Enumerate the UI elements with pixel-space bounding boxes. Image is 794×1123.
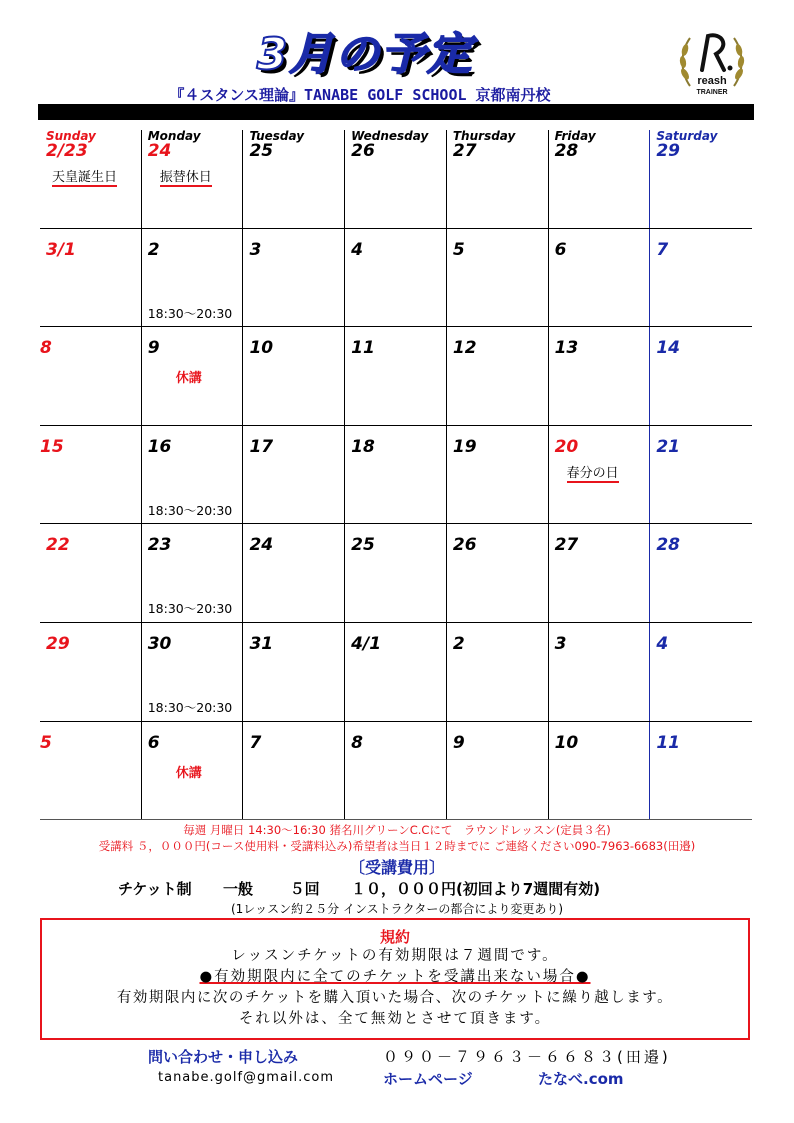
lesson-time: 18:30～20:30 [147, 601, 233, 617]
calendar-week [40, 130, 752, 229]
round-lesson-fee-info: 受講料 ５，０００円(コース使用料・受講料込み)希望者は当日１２時までに ご連絡ください090-7963-6683(田邉) [98, 839, 696, 853]
date-number: 28 [656, 535, 680, 556]
date-number: 26 [452, 535, 477, 556]
ticket-category: 一般 [223, 880, 254, 898]
day-cell-tuesday [243, 130, 345, 228]
date-number: 5 [40, 732, 52, 753]
contact-label: 問い合わせ・申し込み [148, 1048, 299, 1066]
day-header-thursday: Thursday [452, 129, 516, 143]
date-number: 14 [656, 338, 680, 359]
date-number: 2 [452, 633, 465, 654]
contact-phone: ０９０－７９６３－６６８３(田邉) [383, 1048, 671, 1066]
fee-heading: 〔受講費用〕 [348, 858, 445, 877]
calendar-week [40, 229, 752, 328]
logo-text-reash: reash [697, 75, 727, 87]
date-number: 22 [46, 535, 70, 556]
day-cell-monday [142, 130, 244, 228]
calendar-week [40, 426, 752, 525]
date-number: 26 [351, 141, 375, 161]
date-number: 13 [554, 338, 579, 359]
date-number: 11 [656, 732, 680, 753]
date-number: 27 [452, 141, 477, 161]
date-number: 18 [351, 436, 375, 457]
date-number: 17 [249, 436, 274, 457]
rules-line: それ以外は、全て無効とさせて頂きます。 [238, 1011, 552, 1027]
date-number: 4 [351, 239, 363, 260]
ticket-price: １０，０００円(初回より7週間有効) [350, 880, 601, 898]
date-number: 19 [452, 436, 477, 457]
day-cell-thursday [447, 130, 549, 228]
lesson-time: 18:30～20:30 [147, 699, 233, 715]
date-number: 29 [656, 141, 680, 161]
calendar-week [40, 722, 752, 821]
homepage-link[interactable]: たなべ.com [538, 1070, 624, 1088]
lesson-time: 18:30～20:30 [147, 305, 233, 321]
date-number: 3/1 [46, 239, 76, 260]
date-number: 15 [40, 436, 64, 457]
logo-text-trainer: TRAINER [696, 89, 728, 96]
rules-line-emphasis: ●有効期限内に全てのチケットを受講出来ない場合● [199, 969, 591, 985]
holiday-label: 春分の日 [566, 465, 619, 481]
rules-box [40, 918, 750, 1040]
date-number: 24 [147, 141, 172, 161]
date-number: 7 [249, 732, 262, 753]
day-cell-sunday [40, 130, 142, 228]
calendar-week [40, 327, 752, 426]
contact-email[interactable]: tanabe.golf@gmail.com [158, 1070, 335, 1085]
no-class-label: 休講 [175, 765, 202, 781]
date-number: 31 [249, 633, 274, 654]
round-lesson-info: 毎週 月曜日 14:30～16:30 猪名川グリーンC.Cにて ラウンドレッスン(定員３名) [183, 823, 611, 837]
date-number: 4/1 [351, 633, 382, 654]
date-number: 28 [554, 141, 579, 161]
date-number: 11 [351, 338, 375, 359]
date-number: 21 [656, 436, 680, 457]
homepage-label: ホームページ [383, 1070, 473, 1088]
school-subtitle: 『４スタンス理論』TANABE GOLF SCHOOL 京都南丹校 [169, 86, 551, 104]
date-number: 9 [147, 338, 160, 359]
calendar-week [40, 623, 752, 722]
date-number: 25 [351, 535, 375, 556]
date-number: 20 [554, 436, 579, 457]
date-number: 6 [147, 732, 160, 753]
date-number: 23 [147, 535, 172, 556]
date-number: 5 [452, 239, 465, 260]
day-cell-saturday [650, 130, 752, 228]
rules-line: レッスンチケットの有効期限は７週間です。 [231, 948, 559, 964]
day-header-saturday: Saturday [656, 129, 718, 143]
date-number: 6 [554, 239, 567, 260]
date-number: 2 [147, 239, 160, 260]
date-number: 9 [452, 732, 465, 753]
day-header-sunday: Sunday [46, 129, 96, 143]
no-class-label: 休講 [175, 371, 202, 387]
ticket-row [118, 878, 600, 899]
date-number: 3 [554, 633, 567, 654]
day-header-tuesday: Tuesday [249, 129, 305, 143]
day-header-monday: Monday [147, 129, 201, 143]
date-number: 30 [147, 633, 172, 654]
date-number: 7 [656, 239, 669, 260]
date-number: 8 [40, 338, 52, 359]
date-number: 8 [351, 732, 363, 753]
day-cell-wednesday [345, 130, 447, 228]
day-cell-friday [549, 130, 651, 228]
date-number: 29 [46, 633, 70, 654]
date-number: 12 [452, 338, 477, 359]
day-header-friday: Friday [554, 129, 596, 143]
ticket-note: (1レッスン約２５分 インストラクターの都合により変更あり) [230, 902, 564, 916]
ticket-type: チケット制 [118, 880, 192, 898]
date-number: 27 [554, 535, 579, 556]
date-number: 10 [249, 338, 274, 359]
date-number: 2/23 [46, 141, 88, 161]
date-number: 3 [249, 239, 262, 260]
calendar-grid [40, 130, 752, 820]
page-title: 3月の予定 [256, 29, 474, 80]
rules-heading: 規約 [379, 928, 410, 946]
holiday-label: 振替休日 [159, 170, 212, 185]
header-bar [38, 104, 754, 120]
date-number: 16 [147, 436, 172, 457]
day-header-wednesday: Wednesday [351, 129, 429, 143]
date-number: 10 [554, 732, 579, 753]
holiday-label: 天皇誕生日 [52, 170, 118, 185]
ticket-count: ５回 [289, 880, 320, 898]
date-number: 4 [656, 633, 669, 654]
date-number: 24 [249, 535, 274, 556]
calendar-week [40, 524, 752, 623]
lesson-time: 18:30～20:30 [147, 502, 233, 518]
date-number: 25 [249, 141, 274, 161]
rules-line: 有効期限内に次のチケットを購入頂いた場合、次のチケットに繰り越します。 [116, 990, 674, 1006]
reash-trainer-logo [672, 24, 752, 104]
